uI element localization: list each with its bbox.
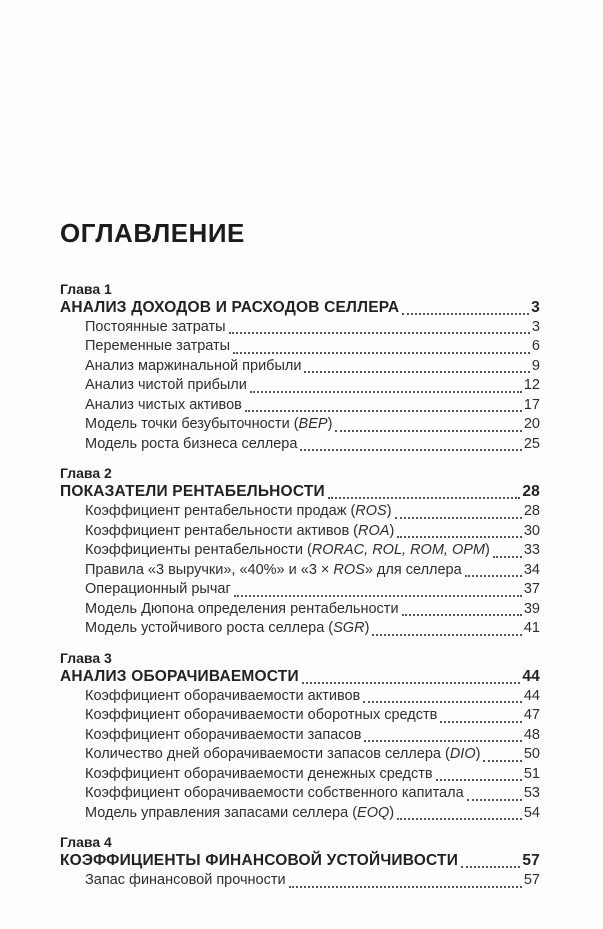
- page-number: 30: [523, 522, 540, 539]
- toc-entry-text-segment: » для селлера: [364, 561, 462, 578]
- toc-entry-label: [85, 580, 231, 600]
- dot-leader: [233, 352, 530, 354]
- toc-entry-label: [85, 745, 480, 765]
- dot-leader: [328, 497, 521, 499]
- toc-entry: [60, 376, 540, 396]
- chapter-title-row: [60, 298, 540, 318]
- toc-entry-label: [85, 337, 230, 357]
- page-number: 50: [523, 746, 540, 763]
- dot-leader: [397, 536, 522, 538]
- chapter-label: Глава 3: [60, 649, 112, 666]
- dot-leader: [335, 430, 521, 432]
- toc-entry: [60, 765, 540, 785]
- page-number: 17: [523, 396, 540, 413]
- page-number: 6: [531, 338, 540, 355]
- dot-leader: [461, 866, 520, 868]
- toc-entry: [60, 435, 540, 455]
- page-number: 34: [523, 561, 540, 578]
- chapter-title-row: [60, 667, 540, 687]
- toc-entry-text-segment: ): [386, 503, 392, 520]
- toc-entry: [60, 541, 540, 561]
- toc-entry-text-segment: Модель управления запасами селлера (: [85, 804, 358, 821]
- chapter-label: Глава 1: [60, 280, 112, 297]
- toc-list: [60, 280, 540, 891]
- page-number: 57: [523, 872, 540, 889]
- toc-entry-text-segment: Коэффициент оборачиваемости денежных средств: [85, 765, 433, 782]
- page-number: 54: [523, 804, 540, 821]
- page-title: ОГЛАВЛЕНИЕ: [60, 218, 245, 248]
- dot-leader: [250, 391, 522, 393]
- dot-leader: [440, 721, 522, 723]
- page-number: 51: [523, 765, 540, 782]
- page-number: 53: [523, 785, 540, 802]
- toc-entry: [60, 687, 540, 707]
- toc-entry-text-segment: BEP: [298, 416, 328, 433]
- page-number: 3: [531, 318, 540, 335]
- dot-leader: [402, 614, 522, 616]
- toc-entry: [60, 619, 540, 639]
- toc-entry-text-segment: SGR: [333, 620, 365, 637]
- chapter-label: Глава 4: [60, 834, 112, 851]
- dot-leader: [397, 818, 522, 820]
- page-number: 41: [523, 620, 540, 637]
- toc-entry-text-segment: ): [327, 416, 333, 433]
- page-number: 37: [523, 581, 540, 598]
- toc-entry-text-segment: Операционный рычаг: [85, 581, 231, 598]
- toc-entry-text-segment: Модель роста бизнеса селлера: [85, 435, 298, 452]
- toc-entry-label: [85, 376, 247, 396]
- toc-entry-label: [85, 522, 394, 542]
- toc-entry-text-segment: Коэффициент рентабельности активов (: [85, 522, 359, 539]
- dot-leader: [467, 799, 522, 801]
- toc-entry-text-segment: Анализ маржинальной прибыли: [85, 357, 302, 374]
- toc-entry-text-segment: ): [389, 522, 395, 539]
- toc-entry: [60, 561, 540, 581]
- toc-chapter-3: [60, 649, 540, 824]
- dot-leader: [302, 682, 521, 684]
- toc-entry-text-segment: Модель точки безубыточности (: [85, 416, 299, 433]
- page-number: 39: [523, 600, 540, 617]
- toc-entry-text-segment: Правила «3 выручки», «40%» и «3 ×: [85, 561, 334, 578]
- toc-entry: [60, 337, 540, 357]
- toc-entry-text-segment: Коэффициент оборачиваемости собственного капитала: [85, 785, 464, 802]
- page-number: 9: [531, 357, 540, 374]
- toc-entry-text-segment: Коэффициенты рентабельности (: [85, 542, 312, 559]
- toc-entry: [60, 357, 540, 377]
- chapter-title: АНАЛИЗ ОБОРАЧИВАЕМОСТИ: [60, 667, 299, 685]
- toc-entry-text-segment: ): [485, 542, 490, 559]
- toc-entry: [60, 318, 540, 338]
- toc-entry-text-segment: Переменные затраты: [85, 338, 231, 355]
- toc-entry-label: [85, 435, 297, 455]
- page-number: 44: [523, 687, 540, 704]
- toc-entry: [60, 415, 540, 435]
- toc-entry-text-segment: DIO: [449, 746, 476, 763]
- page-number: 20: [523, 416, 540, 433]
- toc-entry-label: [85, 396, 242, 416]
- toc-entry-label: [85, 765, 433, 785]
- dot-leader: [234, 595, 522, 597]
- toc-entry-text-segment: Модель Дюпона определения рентабельности: [85, 600, 399, 617]
- toc-entry-text-segment: ROA: [358, 522, 390, 539]
- toc-entry-text-segment: Коэффициент оборачиваемости оборотных средств: [85, 707, 438, 724]
- toc-chapter-2: [60, 464, 540, 639]
- toc-chapter-4: [60, 833, 540, 891]
- page-number: 12: [523, 377, 540, 394]
- page-number: 47: [523, 707, 540, 724]
- toc-entry-label: [85, 415, 332, 435]
- toc-entry: [60, 580, 540, 600]
- chapter-title: АНАЛИЗ ДОХОДОВ И РАСХОДОВ СЕЛЛЕРА: [60, 298, 400, 316]
- dot-leader: [304, 371, 529, 373]
- page-number: 48: [523, 726, 540, 743]
- toc-entry-label: [85, 871, 286, 891]
- toc-entry-text-segment: EOQ: [357, 804, 390, 821]
- toc-entry-label: [85, 804, 394, 824]
- toc-entry-text-segment: ): [475, 746, 481, 763]
- toc-entry: [60, 804, 540, 824]
- toc-entry-label: [85, 561, 462, 581]
- dot-leader: [465, 575, 522, 577]
- toc-entry: [60, 522, 540, 542]
- toc-entry-label: [85, 726, 361, 746]
- toc-entry-text-segment: ROS: [355, 503, 387, 520]
- chapter-title-row: [60, 482, 540, 502]
- toc-entry: [60, 396, 540, 416]
- toc-entry-text-segment: Коэффициент рентабельности продаж (: [85, 503, 356, 520]
- dot-leader: [229, 332, 530, 334]
- toc-entry-text-segment: RORAC, ROL, ROM, OPM: [311, 542, 485, 559]
- dot-leader: [402, 313, 529, 315]
- page-number: 25: [523, 435, 540, 452]
- page-number: 28: [523, 503, 540, 520]
- toc-entry: [60, 871, 540, 891]
- toc-chapter-1: [60, 280, 540, 455]
- dot-leader: [364, 740, 521, 742]
- page-number: 33: [523, 542, 540, 559]
- dot-leader: [483, 760, 521, 762]
- toc-entry-text-segment: ): [389, 804, 395, 821]
- dot-leader: [436, 779, 522, 781]
- chapter-title: ПОКАЗАТЕЛИ РЕНТАБЕЛЬНОСТИ: [60, 483, 325, 501]
- toc-entry-text-segment: Количество дней оборачиваемости запасов селлера (: [85, 746, 450, 763]
- toc-entry-label: [85, 357, 301, 377]
- toc-entry-text-segment: Анализ чистой прибыли: [85, 377, 247, 394]
- dot-leader: [289, 886, 522, 888]
- toc-entry-label: [85, 600, 399, 620]
- dot-leader: [493, 556, 522, 558]
- toc-entry-label: [85, 541, 490, 561]
- toc-entry-text-segment: Коэффициент оборачиваемости запасов: [85, 726, 362, 743]
- page-number: 3: [531, 298, 540, 316]
- toc-entry-text-segment: Модель устойчивого роста селлера (: [85, 620, 334, 637]
- page-number: 44: [522, 667, 540, 685]
- toc-entry-label: [85, 318, 226, 338]
- toc-entry: [60, 600, 540, 620]
- toc-entry-text-segment: Запас финансовой прочности: [85, 872, 286, 889]
- page-number: 28: [522, 483, 540, 501]
- chapter-title-row: [60, 851, 540, 871]
- toc-entry-text-segment: Постоянные затраты: [85, 318, 226, 335]
- toc-entry-text-segment: Коэффициент оборачиваемости активов: [85, 687, 361, 704]
- toc-entry: [60, 745, 540, 765]
- chapter-label: Глава 2: [60, 465, 112, 482]
- toc-entry: [60, 784, 540, 804]
- toc-entry: [60, 726, 540, 746]
- toc-entry-label: [85, 706, 437, 726]
- toc-entry-label: [85, 784, 464, 804]
- toc-entry: [60, 706, 540, 726]
- page-number: 57: [522, 852, 540, 870]
- toc-entry-text-segment: Анализ чистых активов: [85, 396, 242, 413]
- toc-entry-label: [85, 502, 392, 522]
- dot-leader: [300, 449, 521, 451]
- toc-entry-label: [85, 687, 360, 707]
- dot-leader: [395, 517, 522, 519]
- toc-entry-label: [85, 619, 369, 639]
- dot-leader: [363, 701, 522, 703]
- chapter-title: КОЭФФИЦИЕНТЫ ФИНАНСОВОЙ УСТОЙЧИВОСТИ: [60, 852, 459, 870]
- toc-entry-text-segment: ROS: [333, 561, 365, 578]
- toc-entry: [60, 502, 540, 522]
- dot-leader: [245, 410, 522, 412]
- dot-leader: [372, 634, 521, 636]
- toc-entry-text-segment: ): [364, 620, 370, 637]
